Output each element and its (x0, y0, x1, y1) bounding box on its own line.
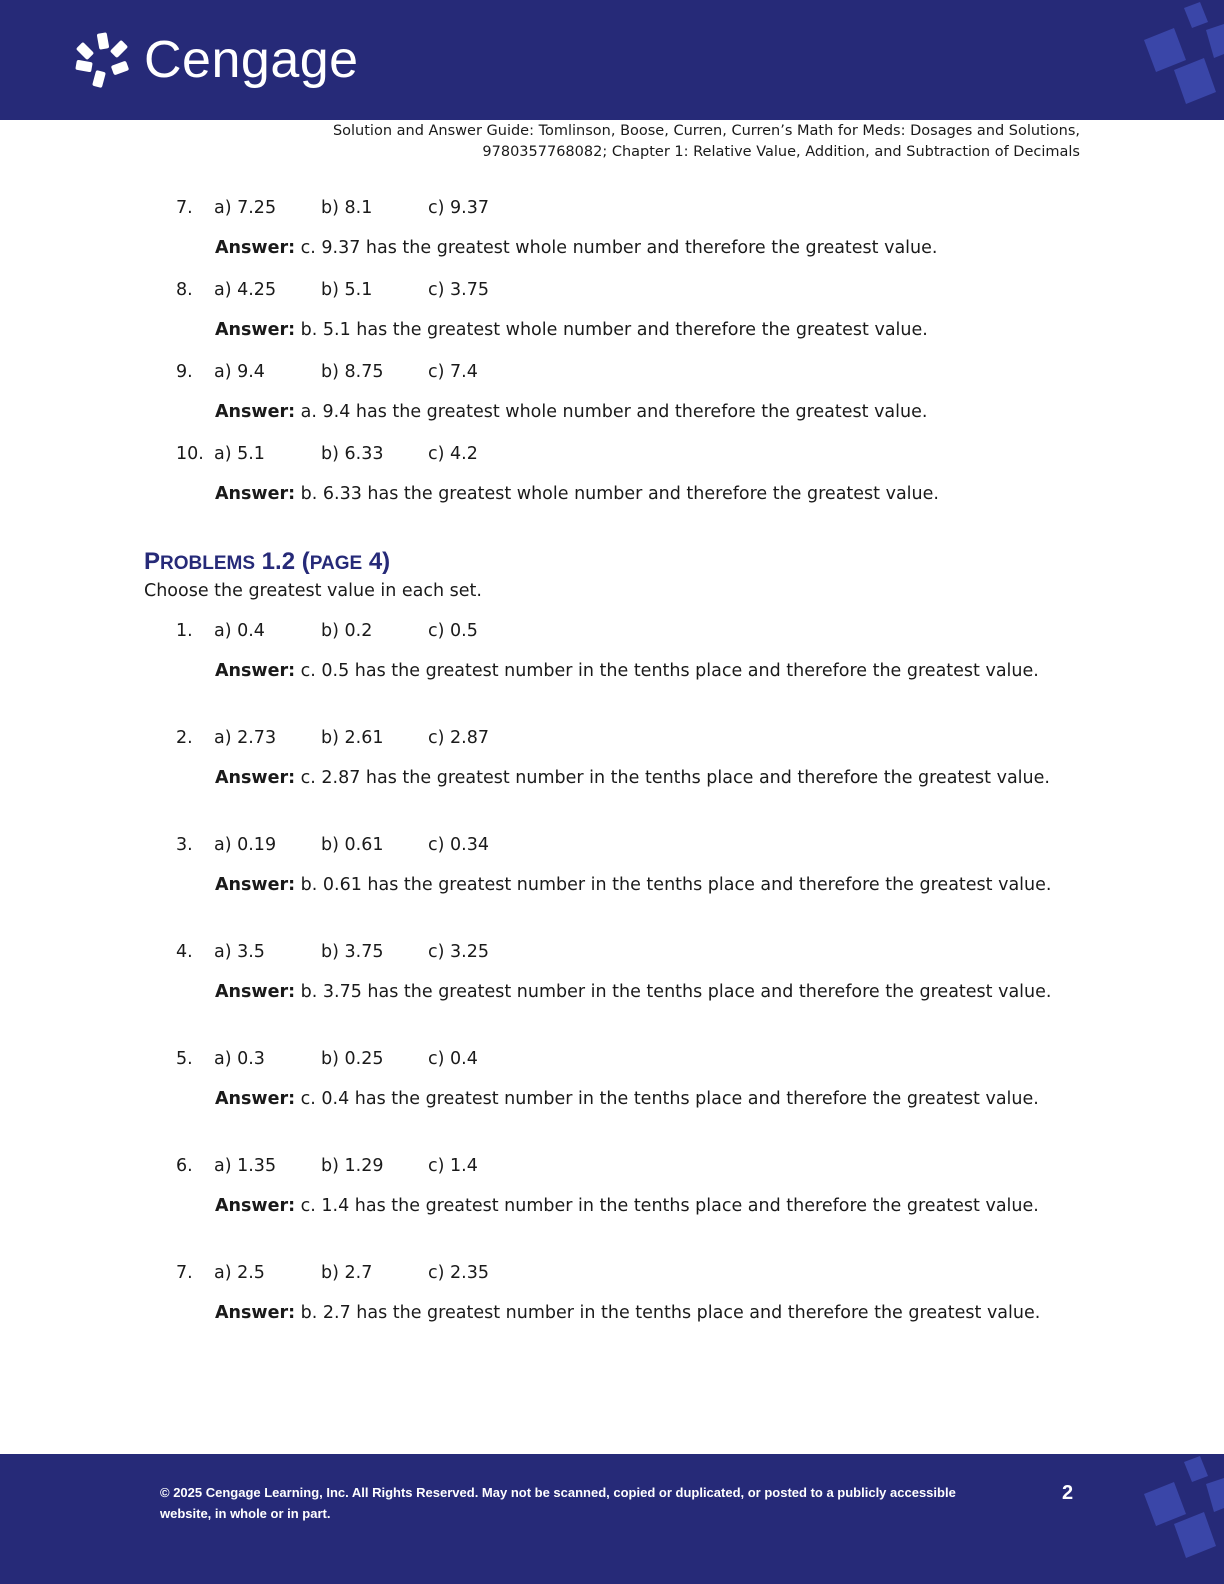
heading-roblems: ROBLEMS (160, 553, 256, 574)
answer-label: Answer: (215, 1303, 296, 1323)
option-c: c) 0.4 (428, 1049, 478, 1069)
answer-text: c. 1.4 has the greatest number in the tenths place and therefore the greatest value. (295, 1196, 1039, 1216)
question-number: 4. (176, 942, 193, 962)
question-number: 5. (176, 1049, 193, 1069)
option-b: b) 2.7 (321, 1263, 373, 1283)
header-banner (0, 0, 1224, 120)
option-a: a) 5.1 (214, 444, 265, 464)
question-3 (176, 834, 489, 856)
answer-label: Answer: (215, 238, 296, 258)
question-number: 8. (176, 280, 193, 300)
answer-text: a. 9.4 has the greatest whole number and therefore the greatest value. (295, 402, 928, 422)
answer-text: b. 6.33 has the greatest whole number and therefore the greatest value. (295, 484, 939, 504)
question-number: 6. (176, 1156, 193, 1176)
option-b: b) 8.1 (321, 198, 373, 218)
answer-label: Answer: (215, 768, 296, 788)
brand-name: Cengage (144, 31, 359, 89)
option-c: c) 3.25 (428, 942, 489, 962)
answer-10 (215, 482, 1085, 507)
question-1 (176, 620, 478, 642)
answer-text: c. 0.4 has the greatest number in the tenths place and therefore the greatest value. (295, 1089, 1039, 1109)
question-number: 3. (176, 835, 193, 855)
option-c: c) 0.5 (428, 621, 478, 641)
question-number: 10. (176, 444, 204, 464)
option-a: a) 3.5 (214, 942, 265, 962)
answer-6 (215, 1194, 1085, 1219)
option-a: a) 4.25 (214, 280, 277, 300)
answer-8 (215, 318, 1085, 343)
option-a: a) 0.19 (214, 835, 277, 855)
cengage-logo (72, 30, 359, 90)
option-c: c) 2.35 (428, 1263, 489, 1283)
answer-1 (215, 659, 1085, 684)
question-number: 1. (176, 621, 193, 641)
running-head-line-2: 9780357768082; Chapter 1: Relative Value, Addition, and Subtraction of Decimals (482, 144, 1080, 160)
heading-end: 4) (362, 548, 391, 575)
question-7 (176, 197, 489, 219)
answer-label: Answer: (215, 875, 296, 895)
question-6 (176, 1155, 478, 1177)
option-c: c) 1.4 (428, 1156, 478, 1176)
answer-5 (215, 1087, 1085, 1112)
page-number: 2 (1062, 1482, 1074, 1504)
question-number: 7. (176, 1263, 193, 1283)
answer-text: c. 0.5 has the greatest number in the tenths place and therefore the greatest value. (295, 661, 1039, 681)
option-b: b) 6.33 (321, 444, 384, 464)
option-a: a) 0.3 (214, 1049, 265, 1069)
answer-4 (215, 980, 1085, 1005)
option-a: a) 9.4 (214, 362, 265, 382)
answer-text: c. 9.37 has the greatest whole number and therefore the greatest value. (295, 238, 938, 258)
option-a: a) 2.5 (214, 1263, 265, 1283)
option-c: c) 7.4 (428, 362, 478, 382)
option-c: c) 4.2 (428, 444, 478, 464)
question-5 (176, 1048, 478, 1070)
option-b: b) 1.29 (321, 1156, 384, 1176)
footer-banner (0, 1454, 1224, 1584)
option-b: b) 8.75 (321, 362, 384, 382)
heading-p: P (144, 548, 161, 575)
question-number: 2. (176, 728, 193, 748)
answer-text: b. 0.61 has the greatest number in the tenths place and therefore the greatest value. (295, 875, 1052, 895)
answer-label: Answer: (215, 1089, 296, 1109)
answer-text: b. 2.7 has the greatest number in the tenths place and therefore the greatest value. (295, 1303, 1041, 1323)
option-b: b) 0.61 (321, 835, 384, 855)
option-b: b) 3.75 (321, 942, 384, 962)
option-b: b) 2.61 (321, 728, 384, 748)
section-heading (144, 548, 390, 578)
section-intro: Choose the greatest value in each set. (144, 581, 482, 601)
question-8 (176, 279, 489, 301)
answer-label: Answer: (215, 484, 296, 504)
question-9 (176, 361, 478, 383)
option-a: a) 0.4 (214, 621, 265, 641)
question-10 (176, 443, 478, 465)
heading-page: PAGE (309, 553, 363, 574)
answer-label: Answer: (215, 982, 296, 1002)
option-a: a) 1.35 (214, 1156, 277, 1176)
answer-text: b. 3.75 has the greatest number in the tenths place and therefore the greatest value. (295, 982, 1052, 1002)
option-b: b) 0.2 (321, 621, 373, 641)
question-number: 7. (176, 198, 193, 218)
answer-text: b. 5.1 has the greatest whole number and therefore the greatest value. (295, 320, 928, 340)
option-c: c) 9.37 (428, 198, 489, 218)
option-c: c) 3.75 (428, 280, 489, 300)
option-b: b) 5.1 (321, 280, 373, 300)
answer-label: Answer: (215, 402, 296, 422)
answer-7b (215, 1301, 1085, 1326)
answer-label: Answer: (215, 320, 296, 340)
question-4 (176, 941, 489, 963)
question-number: 9. (176, 362, 193, 382)
running-head (333, 121, 1080, 163)
question-2 (176, 727, 489, 749)
option-c: c) 0.34 (428, 835, 489, 855)
copyright-notice: © 2025 Cengage Learning, Inc. All Rights Reserved. May not be scanned, copied or duplicated, or posted to a publicly accessible website, in whole or in part. (160, 1485, 956, 1521)
option-a: a) 7.25 (214, 198, 277, 218)
option-b: b) 0.25 (321, 1049, 384, 1069)
heading-num: 1.2 ( (255, 548, 310, 575)
running-head-line-1: Solution and Answer Guide: Tomlinson, Boose, Curren, Curren’s Math for Meds: Dosages and Solutions, (332, 123, 1080, 139)
option-a: a) 2.73 (214, 728, 277, 748)
answer-9 (215, 400, 1085, 425)
answer-label: Answer: (215, 1196, 296, 1216)
decorative-blocks-icon (1134, 1454, 1224, 1584)
cengage-burst-icon (72, 29, 134, 91)
answer-3 (215, 873, 1085, 898)
answer-7 (215, 236, 1085, 261)
answer-label: Answer: (215, 661, 296, 681)
option-c: c) 2.87 (428, 728, 489, 748)
question-7b (176, 1262, 489, 1284)
answer-text: c. 2.87 has the greatest number in the tenths place and therefore the greatest value. (295, 768, 1050, 788)
decorative-blocks-icon (1134, 0, 1224, 120)
answer-2 (215, 766, 1085, 791)
